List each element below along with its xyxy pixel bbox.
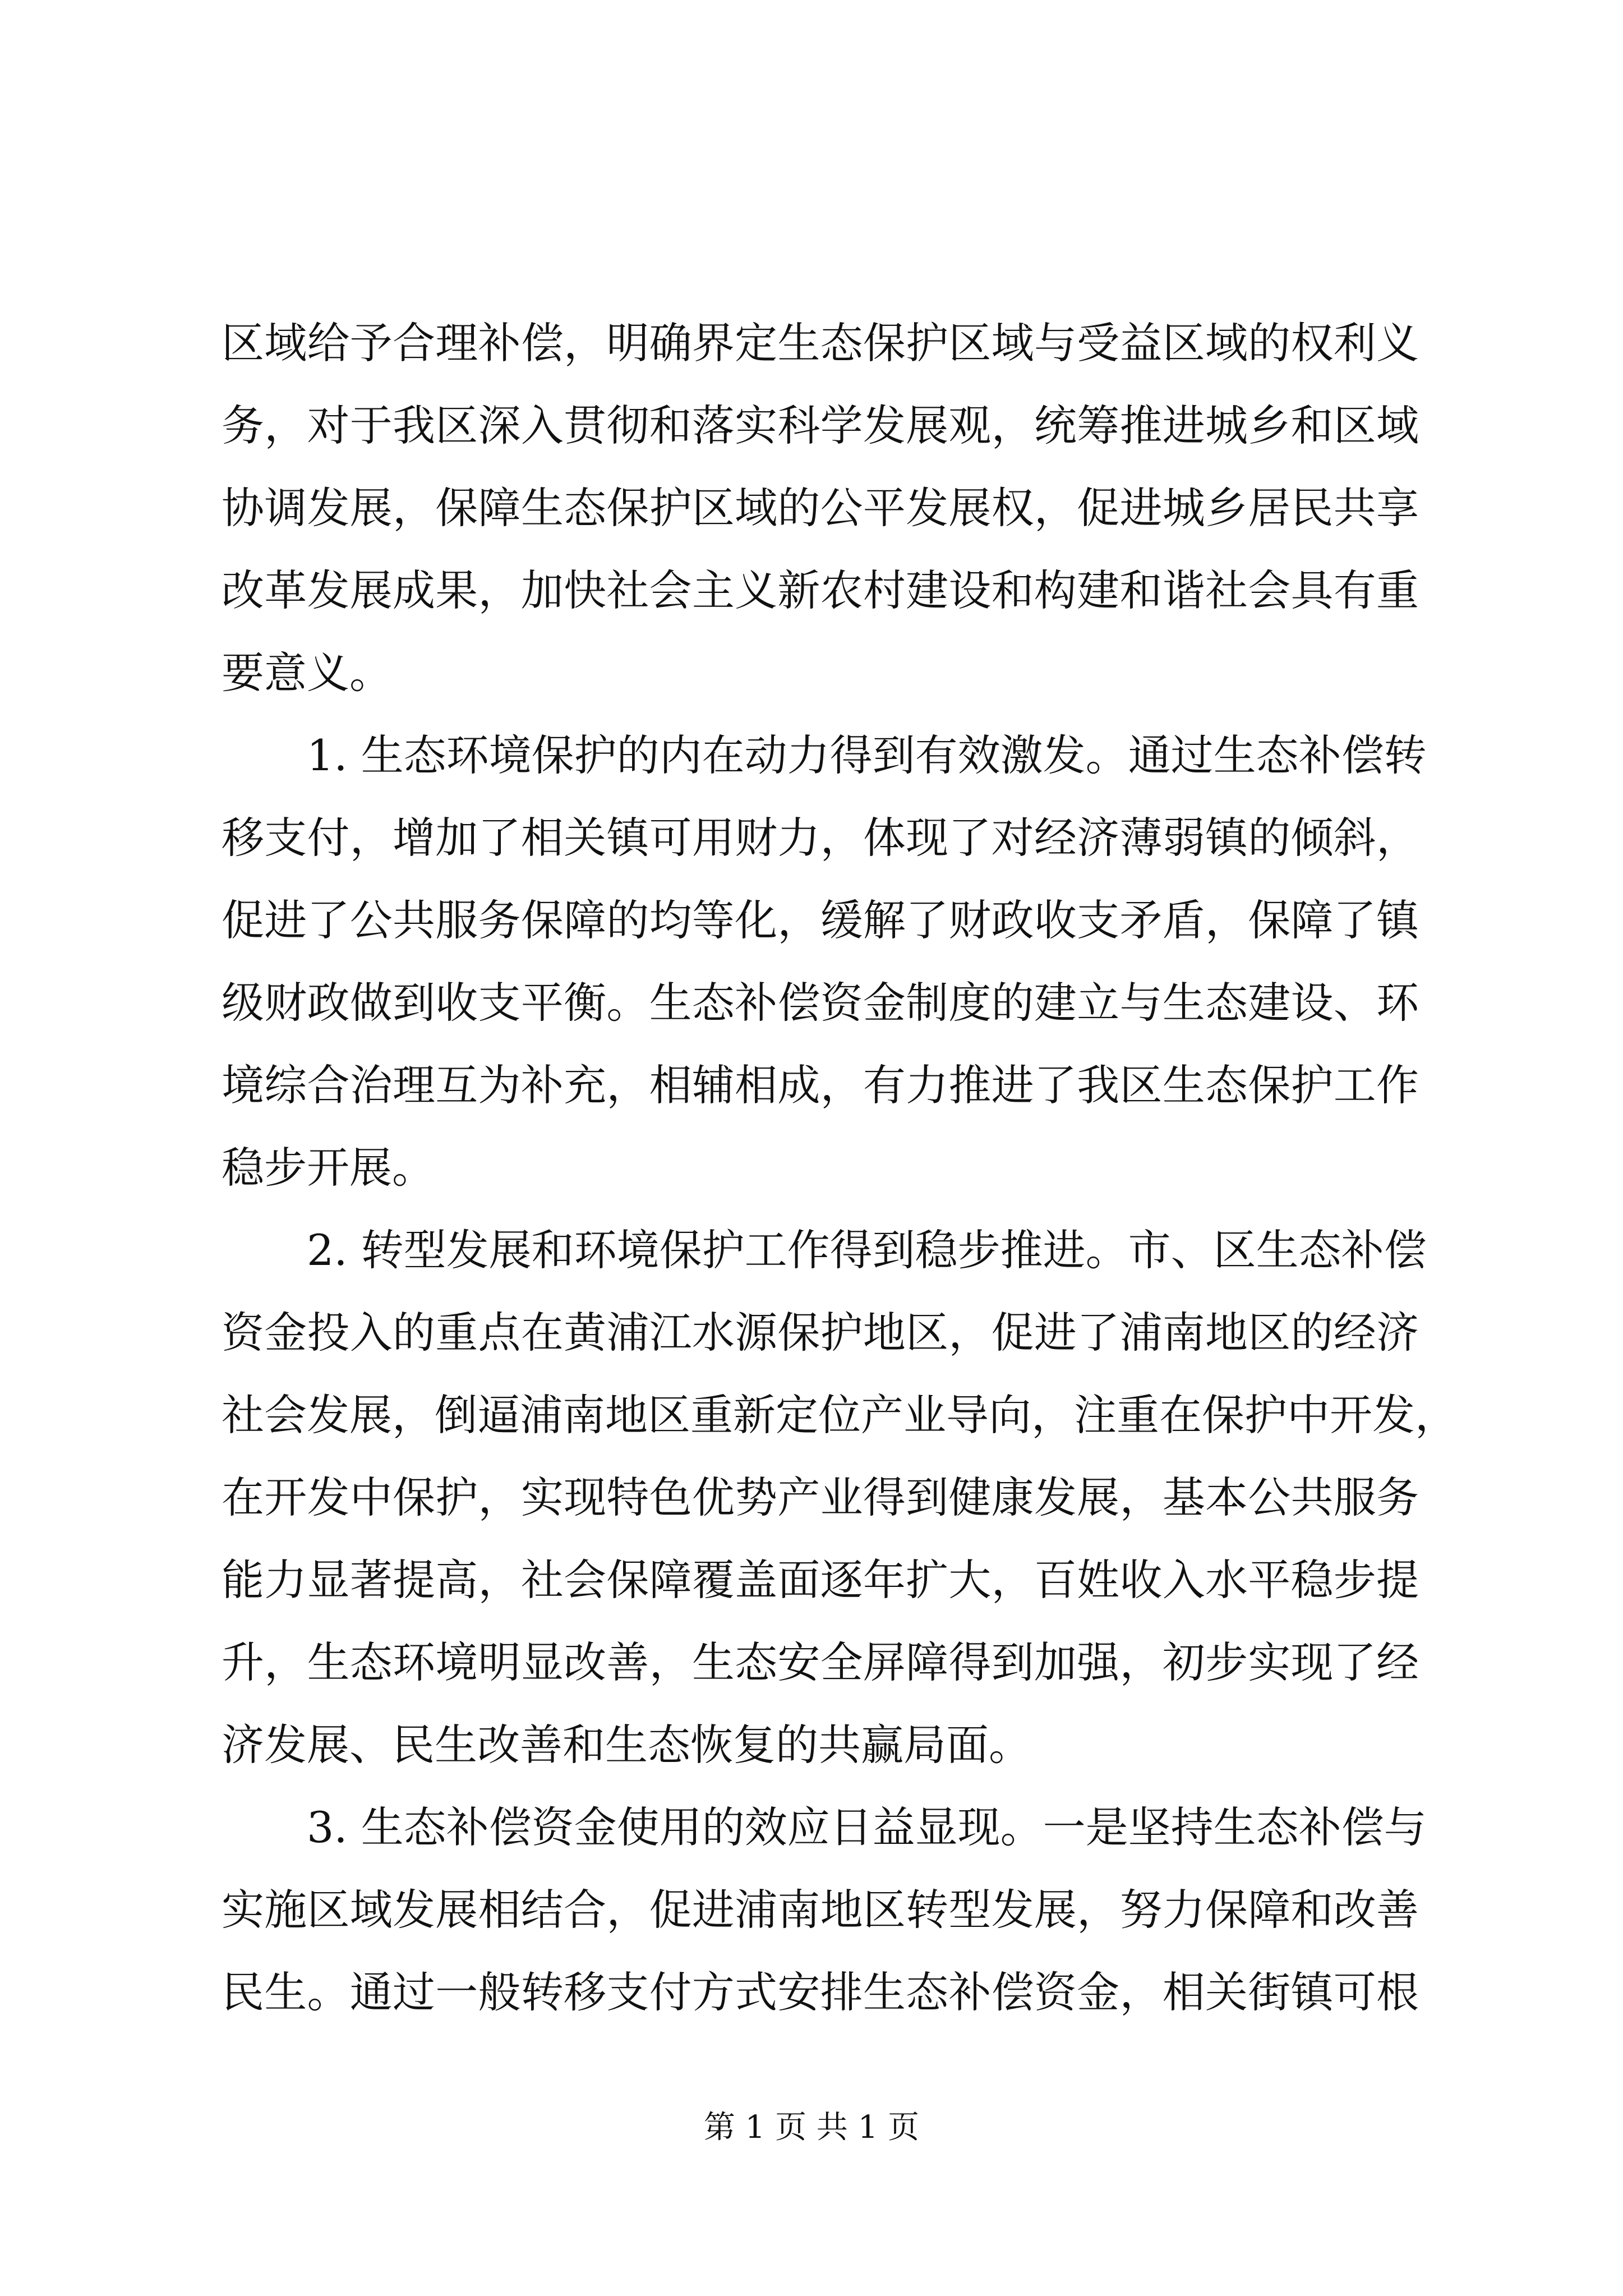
text-line: 要意义。	[222, 648, 392, 698]
text-line: 升，生态环境明显改善，生态安全屏障得到加强，初步实现了经	[222, 1637, 1419, 1687]
text-line: 能力显著提高，社会保障覆盖面逐年扩大，百姓收入水平稳步提	[222, 1555, 1419, 1605]
text-line: 社会发展，倒逼浦南地区重新定位产业导向，注重在保护中开发，	[222, 1390, 1458, 1440]
page-footer	[0, 2105, 1623, 2150]
text-line: 协调发展，保障生态保护区域的公平发展权，促进城乡居民共享	[222, 483, 1419, 533]
text-line: 促进了公共服务保障的均等化，缓解了财政收支矛盾，保障了镇	[222, 895, 1419, 945]
text-line: 移支付，增加了相关镇可用财力，体现了对经济薄弱镇的倾斜，	[222, 813, 1419, 863]
paragraph-2	[222, 714, 1427, 1209]
document-body	[222, 302, 1458, 2033]
text-line: 1. 生态环境保护的内在动力得到有效激发。通过生态补偿转	[222, 730, 1427, 780]
text-line: 济发展、民生改善和生态恢复的共赢局面。	[222, 1720, 1031, 1770]
paragraph-3	[222, 1209, 1458, 1786]
text-line: 改革发展成果，加快社会主义新农村建设和构建和谐社会具有重	[222, 565, 1419, 615]
text-line: 民生。通过一般转移支付方式安排生态补偿资金，相关街镇可根	[222, 1967, 1419, 2017]
text-line: 级财政做到收支平衡。生态补偿资金制度的建立与生态建设、环	[222, 978, 1419, 1028]
text-line: 实施区域发展相结合，促进浦南地区转型发展，努力保障和改善	[222, 1885, 1419, 1935]
text-line: 资金投入的重点在黄浦江水源保护地区，促进了浦南地区的经济	[222, 1308, 1419, 1358]
text-line: 2. 转型发展和环境保护工作得到稳步推进。市、区生态补偿	[222, 1225, 1427, 1275]
page-number: 第 1 页 共 1 页	[703, 2109, 920, 2146]
text-line: 在开发中保护，实现特色优势产业得到健康发展，基本公共服务	[222, 1473, 1419, 1522]
text-line: 境综合治理互为补充，相辅相成，有力推进了我区生态保护工作	[222, 1060, 1419, 1110]
text-line: 3. 生态补偿资金使用的效应日益显现。一是坚持生态补偿与	[222, 1802, 1427, 1852]
text-line: 区域给予合理补偿，明确界定生态保护区域与受益区域的权利义	[222, 318, 1419, 368]
paragraph-4	[222, 1786, 1427, 2033]
text-line: 稳步开展。	[222, 1143, 435, 1193]
text-line: 务，对于我区深入贯彻和落实科学发展观，统筹推进城乡和区域	[222, 401, 1419, 450]
paragraph-1	[222, 302, 1419, 714]
